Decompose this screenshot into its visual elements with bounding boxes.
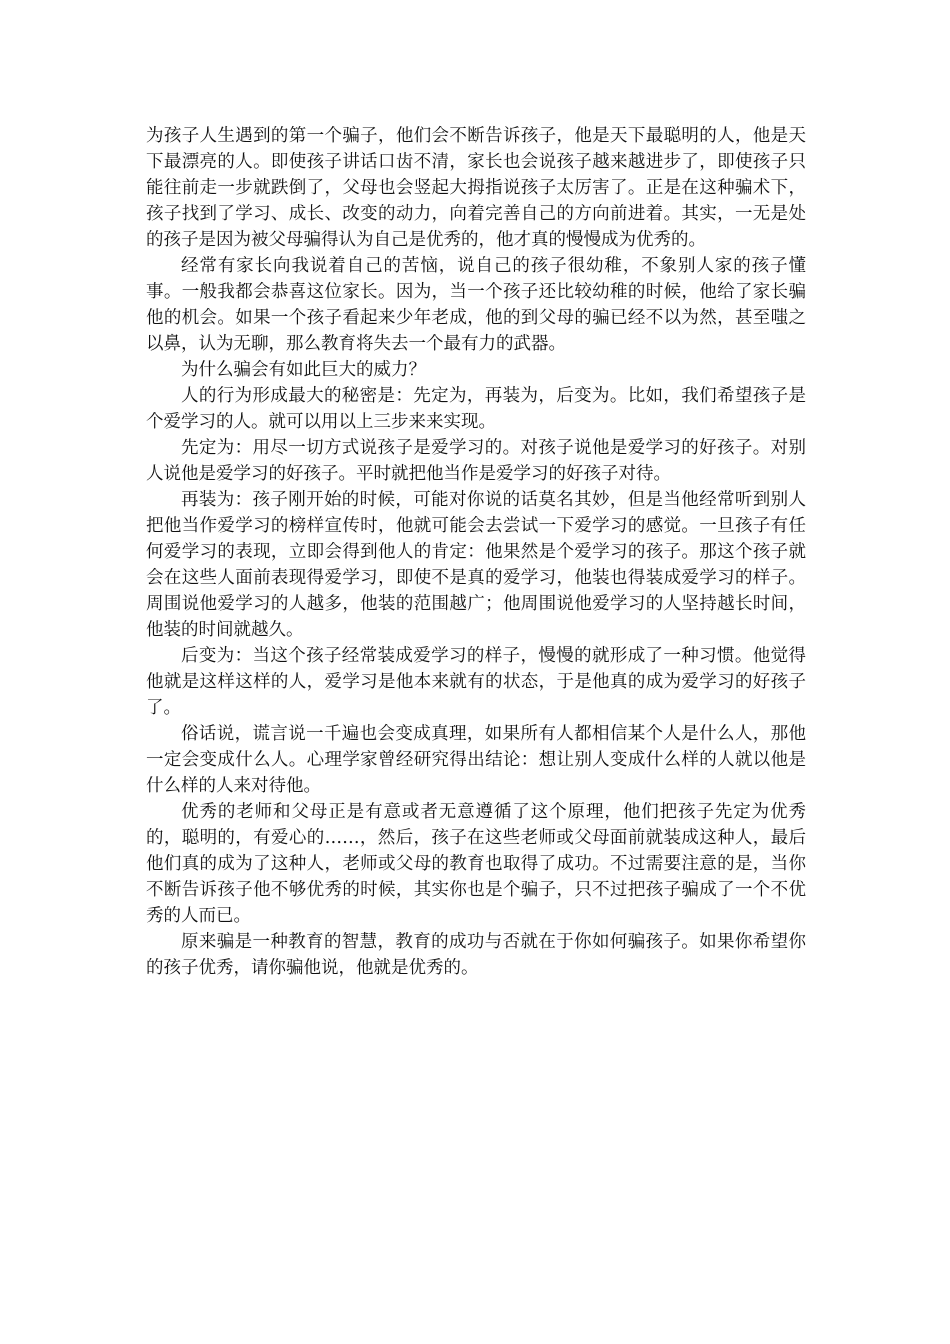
paragraph: 再装为：孩子刚开始的时候，可能对你说的话莫名其妙，但是当他经常听到别人把他当作爱学习的榜样宣传时，他就可能会去尝试一下爱学习的感觉。一旦孩子有任何爱学习的表现，立即会得到他人的肯定：他果然是个爱学习的孩子。那这个孩子就会在这些人面前表现得爱学习，即使不是真的爱学习，他装也得装成爱学习的样子。周围说他爱学习的人越多，他装的范围越广；他周围说他爱学习的人坚持越长时间，他装的时间就越久。 [146,490,806,640]
paragraph: 原来骗是一种教育的智慧，教育的成功与否就在于你如何骗孩子。如果你希望你的孩子优秀，请你骗他说，他就是优秀的。 [146,932,806,978]
paragraph: 先定为：用尽一切方式说孩子是爱学习的。对孩子说他是爱学习的好孩子。对别人说他是爱学习的好孩子。平时就把他当作是爱学习的好孩子对待。 [146,438,806,484]
paragraph: 俗话说，谎言说一千遍也会变成真理，如果所有人都相信某个人是什么人，那他一定会变成什么人。心理学家曾经研究得出结论：想让别人变成什么样的人就以他是什么样的人来对待他。 [146,724,806,796]
paragraph: 经常有家长向我说着自己的苦恼，说自己的孩子很幼稚，不象别人家的孩子懂事。一般我都会恭喜这位家长。因为，当一个孩子还比较幼稚的时候，他给了家长骗他的机会。如果一个孩子看起来少年老成，他的到父母的骗已经不以为然，甚至嗤之以鼻，认为无聊，那么教育将失去一个最有力的武器。 [146,256,806,354]
paragraph: 优秀的老师和父母正是有意或者无意遵循了这个原理，他们把孩子先定为优秀的，聪明的，有爱心的……，然后，孩子在这些老师或父母面前就装成这种人，最后他们真的成为了这种人，老师或父母的教育也取得了成功。不过需要注意的是，当你不断告诉孩子他不够优秀的时候，其实你也是个骗子，只不过把孩子骗成了一个不优秀的人而已。 [146,802,806,926]
paragraph: 为孩子人生遇到的第一个骗子，他们会不断告诉孩子，他是天下最聪明的人，他是天下最漂亮的人。即使孩子讲话口齿不清，家长也会说孩子越来越进步了，即使孩子只能往前走一步就跌倒了，父母也会竖起大拇指说孩子太厉害了。正是在这种骗术下，孩子找到了学习、成长、改变的动力，向着完善自己的方向前进着。其实，一无是处的孩子是因为被父母骗得认为自己是优秀的，他才真的慢慢成为优秀的。 [146,126,806,250]
paragraph: 人的行为形成最大的秘密是：先定为，再装为，后变为。比如，我们希望孩子是个爱学习的人。就可以用以上三步来来实现。 [146,386,806,432]
paragraph: 为什么骗会有如此巨大的威力？ [181,360,426,380]
paragraph: 后变为：当这个孩子经常装成爱学习的样子，慢慢的就形成了一种习惯。他觉得他就是这样这样的人，爱学习是他本来就有的状态，于是他真的成为爱学习的好孩子了。 [146,646,806,718]
article-body [146,123,806,981]
